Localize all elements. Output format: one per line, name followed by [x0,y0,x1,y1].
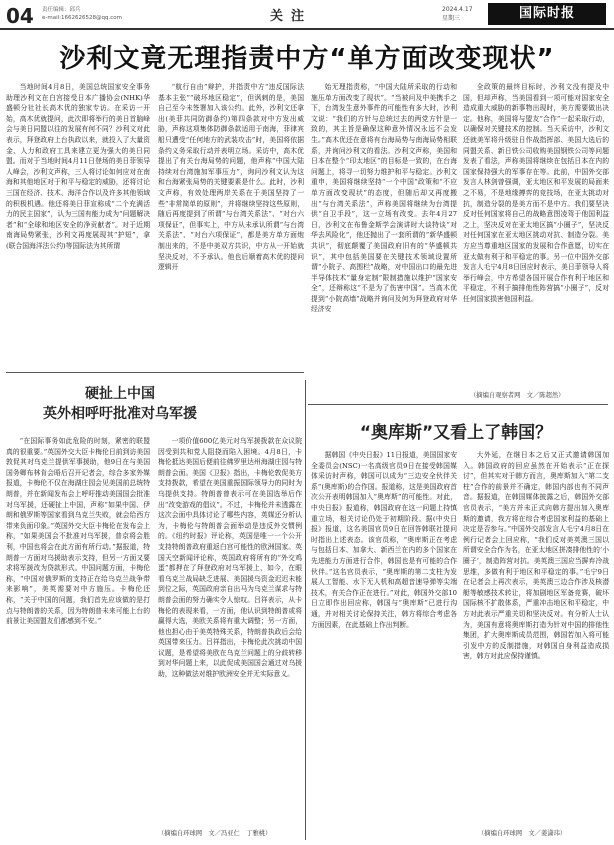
section-divider [6,372,304,373]
page-header [0,0,614,30]
newspaper-logo: 国际时报 [488,3,606,25]
section-divider-right [308,404,608,405]
main-article-column-3: 始无理指责称，“中国大陆所采取的行动和施压单方面改变了现状”。“当被问及中美携手之下，台湾发生意外事件的可能性有多大时，沙利文说：“我们的方针与总统过去的两党方针是一致的，其主旨是确保这种意外情况永远不会发生。”高木优还在意将有台海局势与南海局势相联系，并询问沙利文的看法。沙利文声称，美国和日本在整个“印太地区”的目标是一致的，在台海问题上，将寻一切努力维护和平与稳定。沙利文重申，美国将继续坚持“一个中国”政策和“不应单方面改变现状”的态度，但随后却又再度搬出“与台湾关系法”，声称美国将继续为台湾提供“自卫手段”，这一立场有改变。去年4月27日，沙利文在布鲁金斯学会演讲时大谈特谈“对华去风险化”，他还抛出了一套所谓的“新华盛顿共识”，彻底颠覆了美国政府旧有的“华盛顿共识”，其中包括美国要在关键技术领域设置所谓“小院子、高围栏”战略，对中国出口的最先进半导体技术“量身定制”限制措施以维护“国家安全”，还辩称这“不是为了伤害中国”。当高木优提到“小院高墙”战略并询问及何为拜登政府对华经济安 [311,83,457,314]
main-article-column-4: 全政策的最终目标时，沙利文没有提及中国，但却声称，当美国看到一项可能对国家安全造成重大威胁的新事物出现时，美方需要做出决定。他称，美国将与盟友“合作”一起采取行动，以确保对关键技术的控制。当天采访中，沙利文还就美军将升级驻日作战指挥部、美国大选后的同盟关系、新日铁公司收购美国钢铁公司等问题发表了看法，声称美国将继续在包括日本在内的国家保持强大的军事存在等。此前，中国外交部发言人林剑曾强调，亚太地区和平发展的局面来之不易，不是地缘搏弈的竞技场，在亚太挑动对抗，制造分裂的是美方而不是中方。我们要坚决反对任何国家将自己的战略意图凌驾于他国利益之上，坚决反对在亚太地区搞“小圈子”，坚决反对任何国家在亚太地区挑动对抗、制造分裂。美方应当尊重地区国家的发展和合作意愿，切实在亚太做有利于和平稳定的事。另一位中国外交部发言人毛宁4月8日回应时表示，美日菲领导人将举行峰会，中方希望各国开展合作有利于地区和平稳定，不利于搞排他性阵营搞“小圈子”，反对任何国家损害他国利益。 [463,83,609,303]
main-article-column-1: 当地时间4月8日，美国总统国家安全事务助理沙利文在白宫接受日本广播协会(NHK)华盛顿分社社长高木优的独家专访。在采访一开始，高木优就提问，此次即将举行的美日首脑峰会与美日同盟以往的发展有何不同？沙利文对此表示，拜登政府上台执政以来，就投入了大量资金、人力和政府工具来建立更为强大的美日同盟。而对于当地时间4月11日登场的美日菲领导人峰会，沙利文声称，三人将讨论如何应对在南海和其他地区对于和平与稳定的威胁，还将讨论三国在经济、技术、海洋合作以及许多其他领域的积极机遇。他还将美日菲宣称成“二个充满活力的民主国家”，认为三国有能力成为“问题解决者”和“全球和地区安全的净贡献者”。对于近期南海局势紧张，沙利文再度展现其“护短”，拿(联合国海洋法公约)等国际法为其所谓 [6,83,150,250]
editor-line: 责任编辑：邱兵 [42,7,81,13]
uk-article-byline: （摘编自环球网 文／冯亚仁 丁雅桃） [158,830,272,837]
section-title: 关注 [270,9,313,24]
aukus-article-byline: （摘编自环球网 文／姜潇玮） [478,830,567,837]
editor-info [42,6,122,22]
aukus-article-column-2: 大外延，在继日本之后又正式邀请韩国加入。韩国政府的回应虽然在开始表示“正在探讨”，但其实对于韩方而言，奥库斯加入“第二支柱”合作的前景并不确定，韩国内部也有不同声音。据报道，在韩国媒体披露之后，韩国外交部官员表示，“美方并未正式向韩方提出加入奥库斯的邀请，我方将在综合考虑国家利益的基础上决定是否参与。”中国外交部发言人毛宁4月8日在例行记者会上回应称，“我们反对美英澳三国以所谓安全合作为名，在亚太地区拼凑排他性的‘小圈子’，制造阵营对抗。美英澳三国应当摒弃冷战思维，多做有利于地区和平稳定的事。”毛宁9日在记者会上再次表示，美英澳三边合作涉及核潜艇等敏感技术转让，将加剧地区军备竞赛，破坏国际核不扩散体系，严重冲击地区和平稳定，中方对此表示严重关切和坚决反对。有分析人士认为，美国有意将奥库斯打造为针对中国的排他性集团，扩大奥库斯成员范围，韩国若加入将可能引发中方的反制措施，对韩国自身利益造成损害，韩方对此应保持谨慎。 [463,451,609,661]
uk-article-column-2: 一项价值600亿美元对乌军援拨款在众议院因受到共和党人阻挠而陷入困境。4月8日，卡梅伦抵达美国后便前往佛罗里达州海湖庄园与特朗普会面。美国《卫报》指出，卡梅伦敦促美方支持拨款，希望在美国重振国际领导力的同时为乌提供支持。特朗普曾表示可在美国选举后作出“改变游戏的倡议”。不过，卡梅伦并未透露在这次会面中具体讨论了哪些内容，英媒还分析认为，卡梅伦与特朗普会面举动是违反外交惯例的。《纽约时报》评论称，英国是唯一一个公开支持特朗普政府重返白宫可能性的欧洲国家。英国天空新闻评论称，英国政府将所有的“外交鸡蛋”都押在了拜登政府对乌军援上，如今，在眼看乌克兰战局缺乏进展、美国援乌资金迟迟未能到位之际，英国政府亲自出马为乌克兰谋求与特朗普会面的努力确实令人惊叹。吕祥表示，从卡梅伦的表现来看，一方面，他认识到特朗普或将赢得大选，美欧关系将有重大调整；另一方面，他也担心由于美英特殊关系，特朗普执政后会给英国带来压力。吕祥指出，卡梅伦此次挑动中国议题，是希望将美欧在乌克兰问题上的分歧转移到对华问题上来，以此促成美国国会通过对乌援助，这种做法对维护欧洲安全并无实际意义。 [158,437,302,679]
uk-article-headline: 硬扯上中国 英外相呼吁批准对乌军援 [43,386,197,422]
main-article-byline: （摘编自观察者网 文／陈超然） [470,392,565,399]
main-headline: 沙利文竟无理指责中方“单方面改变现状” [59,44,555,74]
page-number: 04 [6,4,34,28]
main-article-column-2: “航行自由”辩护，并指责中方“违反国际法基本主张”“破坏地区稳定”，但讽刺的是，美国自己至今未签署加入该公约。此外，沙利文还拿出(美菲共同防御条约)第四条款对中方发出威胁，声称这项集体防御条款适用于南海，菲律宾船只遭受“任何地方的武装攻击”时，美国将依据条约义务采取行动并表明立场。采访中，高木优提出了有关台海局势的问题，他声称“中国大陆持续对台湾施加军事压力”，询问沙利文认为这和台海紧张局势的关键要素是什么。此时，沙利文声称，有效处理两岸关系在于美国坚持了一些“非常简单的原则”，并将继续坚持这些原则，随后再度提到了所谓“与台湾关系法”、“对台六项保证”，但事实上，中方从未承认所谓“与台湾关系法”、“对台六项保证”，都是美方单方面炮制出来的，不是中美双方共识，中方从一开始就坚决反对，不予承认。他也后顺着高木优的提问逻辑开 [158,83,304,272]
issue-date [442,5,473,23]
column-divider [305,380,306,840]
date-line: 2024.4.17 [442,6,473,13]
email-line: e-mail:1662626528@qq.com [42,15,122,21]
aukus-article-headline: “奥库斯”又看上了韩国？ [359,423,553,443]
aukus-article-column-1: 据韩国《中央日报》11日报道，美国国家安全委员会(NSC)一名高级官员9日在接受韩国媒体采访时声称，韩国可以成为“三边安全伙伴关系”(奥库斯)的合作国。报道称，这是美国政府首次公开表明韩国加入“奥库斯”的可能性。对此，中央日报》报道称，韩国政府在这一问题上持慎重立场，相关讨论仍处于初期阶段。据(中央日报》报道，这名美国官员9日在回答韩联社提问时指出上述表态。该官员称，“奥库斯正在考虑与包括日本、加拿大、新西兰在内的多个国家在先进能力方面进行合作，韩国也是有可能的合作伙伴。”这名官员表示，“奥库斯的第二支柱为发展人工智能、水下无人机和高超音速导弹等尖端技术，有关合作正在进行。”对此，韩国外交部10日立即作出回应称，韩国与“奥库斯”已进行沟通，并对相关讨论保持关注，韩方将综合考虑各方面因素，在此基础上作出判断。 [311,451,457,629]
uk-article-column-1: “在国际事务如此危险的时刻，紧密的联盟真的很重要。”英国外交大臣卡梅伦日前到访美国敦促其对乌克兰提供军事援助，他9日在与美国国务卿布林肯会晤后召开记者会，综合多家外媒报道，卡梅伦不仅在海湖庄园会见美国前总统特朗普，并在新闻发布会上呼吁推动美国国会批准对乌军援，还硬扯上中国，声称“如果中国、伊朗和俄罗斯等国家看到乌克兰失败，就会给西方带来负面印象。”英国外交大臣卡梅伦在发布会上称，“如果美国会不批准对乌军援，普京将会胜利，中国也将会在此方面有所行动。”据报道，特朗普一方面对乌援助表示支持，但另一方面又要求将军援改为贷款形式。中国问题方面，卡梅伦称，“中国对俄罗斯的支持正在给乌克兰战争带来影响”，美英需要对中方施压。卡梅伦还称，“关于中国的问题，我们首先应该做的是打点与特朗普的关系，因为特朗普未来可能上台的前景让美国盟友们都感到不安。” [6,437,150,626]
weekday-line: 星期三 [442,15,461,22]
